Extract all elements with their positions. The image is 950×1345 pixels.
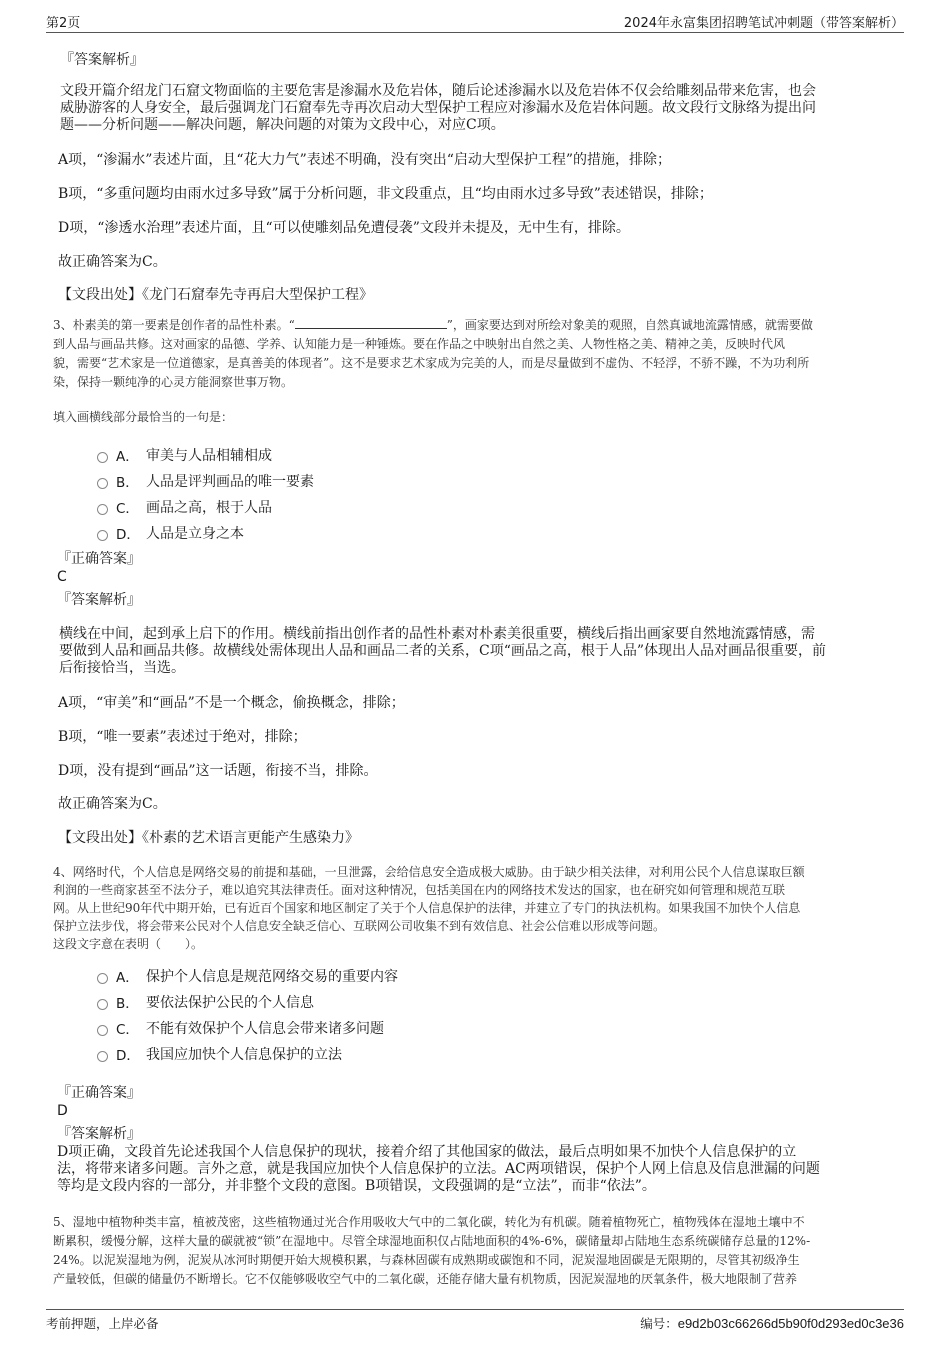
option-text: 不能有效保护个人信息会带来诸多问题 xyxy=(146,1021,384,1037)
radio-button[interactable] xyxy=(97,1025,108,1036)
document-id-value: e9d2b03c66266d5b90f0d293ed0c3e36 xyxy=(677,1316,904,1331)
page-number: 第2页 xyxy=(46,16,81,31)
option-letter: A． xyxy=(116,970,139,986)
q2-analysis-line: 文段开篇介绍龙门石窟文物面临的主要危害是渗漏水及危岩体，随后论述渗漏水以及危岩体不仅会给雕刻品带来危害，也会 xyxy=(60,83,816,99)
radio-button[interactable] xyxy=(97,1051,108,1062)
q4-stem-line: 保护立法步伐，将会带来公民对个人信息安全缺乏信心、互联网公司收集不到有效信息、社会公信难以形成等问题。 xyxy=(53,919,666,933)
q5-stem-line: 产量较低，但碳的储量仍不断增长。它不仅能够吸收空气中的二氧化碳，还能存储大量有机物质，因泥炭湿地的厌氧条件，极大地限制了营养 xyxy=(53,1272,798,1286)
page-footer xyxy=(46,1309,904,1332)
option-letter: B． xyxy=(116,475,139,491)
option-letter: C． xyxy=(116,1022,139,1038)
q3-analysis-line: 后衔接恰当，当选。 xyxy=(59,660,185,676)
radio-button[interactable] xyxy=(97,452,108,463)
q2-conclusion: 故正确答案为C。 xyxy=(58,254,167,270)
q3-option-d-analysis: D项，没有提到“画品”这一话题，衔接不当，排除。 xyxy=(58,763,378,779)
q3-analysis-line: 横线在中间，起到承上启下的作用。横线前指出创作者的品性朴素对朴素美很重要，横线后指出画家要自然地流露情感，需 xyxy=(59,626,815,642)
q4-prompt: 这段文字意在表明（ ）。 xyxy=(53,937,204,951)
q3-stem-first-line xyxy=(53,316,903,335)
q4-stem-line: 网。从上世纪90年代中期开始，已有近百个国家和地区制定了关于个人信息保护的法律，并建立了专门的执法机构。如果我国不加快个人信息 xyxy=(53,901,801,915)
q3-source: 【文段出处】《朴素的艺术语言更能产生感染力》 xyxy=(58,830,359,846)
q5-stem-line: 5、湿地中植物种类丰富，植被茂密，这些植物通过光合作用吸收大气中的二氧化碳，转化为有机碳。随着植物死亡，植物残体在湿地土壤中不 xyxy=(53,1215,805,1229)
q5-stem-line: 24%。以泥炭湿地为例，泥炭从冰河时期便开始大规模积累，与森林固碳有成熟期或碳饱和不同，泥炭湿地固碳是无限期的，尽管其初级净生 xyxy=(53,1253,800,1267)
q2-analysis-line: 威胁游客的人身安全，最后强调龙门石窟奉先寺再次启动大型保护工程应对渗漏水及危岩体问题。故文段行文脉络为提出问 xyxy=(60,100,816,116)
q3-option-a-analysis: A项，“审美”和“画品”不是一个概念，偷换概念，排除； xyxy=(58,695,405,711)
option-text: 保护个人信息是规范网络交易的重要内容 xyxy=(146,969,398,985)
option-text: 要依法保护公民的个人信息 xyxy=(146,995,314,1011)
q3-stem-end: ”，画家要达到对所绘对象美的观照，自然真诚地流露情感，就需要做 xyxy=(446,318,813,332)
q3-analysis-label: 『答案解析』 xyxy=(57,592,141,608)
radio-button[interactable] xyxy=(97,530,108,541)
q2-option-d-analysis: D项，“渗透水治理”表述片面，且“可以使雕刻品免遭侵袭”文段并未提及，无中生有，排除。 xyxy=(58,220,630,236)
q3-conclusion: 故正确答案为C。 xyxy=(58,796,167,812)
q3-answer-label: 『正确答案』 xyxy=(57,551,141,567)
q4-answer-label: 『正确答案』 xyxy=(57,1085,141,1101)
q3-prompt: 填入画横线部分最恰当的一句是： xyxy=(53,410,234,424)
radio-button[interactable] xyxy=(97,973,108,984)
document-id-label: 编号： xyxy=(640,1316,678,1331)
q2-option-a-analysis: A项，“渗漏水”表述片面，且“花大力气”表述不明确，没有突出“启动大型保护工程”的措施，排除； xyxy=(58,152,672,168)
radio-button[interactable] xyxy=(97,999,108,1010)
q3-stem-line: 到人品与画品共修。这对画家的品德、学养、认知能力是一种锤炼。要在作品之中映射出自然之美、人物性格之美、精神之美，反映时代风 xyxy=(53,337,786,351)
document-id xyxy=(640,1314,904,1332)
q4-analysis-line: 等均是文段内容的一部分，并非整个文段的意图。B项错误，文段强调的是“立法”，而非“依法”。 xyxy=(57,1178,656,1194)
footer-slogan: 考前押题，上岸必备 xyxy=(46,1316,159,1331)
option-text: 我国应加快个人信息保护的立法 xyxy=(146,1047,342,1063)
q4-answer: D xyxy=(57,1103,68,1119)
q2-analysis-line: 题——分析问题——解决问题，解决问题的对策为文段中心，对应C项。 xyxy=(60,117,505,133)
q4-analysis-line: D项正确，文段首先论述我国个人信息保护的现状，接着介绍了其他国家的做法，最后点明如果不加快个人信息保护的立 xyxy=(57,1144,797,1160)
option-text: 人品是评判画品的唯一要素 xyxy=(146,474,314,490)
answer-blank xyxy=(295,316,447,329)
option-text: 人品是立身之本 xyxy=(146,526,244,542)
option-text: 审美与人品相辅相成 xyxy=(146,448,272,464)
q2-analysis-label: 『答案解析』 xyxy=(60,52,144,68)
q5-stem-line: 断累积，缓慢分解，这样大量的碳就被“锁”在湿地中。尽管全球湿地面积仅占陆地面积的4%-6%，碳储量却占陆地生态系统碳储存总量的12%- xyxy=(53,1234,811,1248)
q3-stem-line: 貌，需要“艺术家是一位道德家，是真善美的体现者”。这不是要求艺术家成为完美的人，而是尽量做到不虚伪、不轻浮，不骄不躁，不为功利所 xyxy=(53,356,810,370)
q3-option-b-analysis: B项，“唯一要素”表述过于绝对，排除； xyxy=(58,729,307,745)
q4-analysis-label: 『答案解析』 xyxy=(57,1126,141,1142)
option-letter: C． xyxy=(116,501,139,517)
option-letter: D． xyxy=(116,1048,140,1064)
q3-stem-start: 3、朴素美的第一要素是创作者的品性朴素。“ xyxy=(53,318,295,332)
q2-option-b-analysis: B项，“多重问题均由雨水过多导致”属于分析问题，非文段重点，且“均由雨水过多导致”表述错误，排除； xyxy=(58,186,713,202)
option-letter: B． xyxy=(116,996,139,1012)
document-title: 2024年永富集团招聘笔试冲刺题（带答案解析） xyxy=(623,16,904,31)
q3-stem-line: 染，保持一颗纯净的心灵方能洞察世事万物。 xyxy=(53,375,294,389)
radio-button[interactable] xyxy=(97,478,108,489)
radio-button[interactable] xyxy=(97,504,108,515)
q3-analysis-line: 要做到人品和画品共修。故横线处需体现出人品和画品二者的关系，C项“画品之高，根于人品”体现出人品对画品很重要，前 xyxy=(59,643,827,659)
option-letter: A． xyxy=(116,449,139,465)
q4-analysis-line: 法，将带来诸多问题。言外之意，就是我国应加快个人信息保护的立法。AC两项错误，保护个人网上信息及信息泄漏的问题 xyxy=(57,1161,820,1177)
q4-stem-line: 利润的一些商家甚至不法分子，难以追究其法律责任。面对这种情况，包括美国在内的网络技术发达的国家，也在研究如何管理和规范互联 xyxy=(53,883,786,897)
option-letter: D． xyxy=(116,527,140,543)
q3-answer: C xyxy=(57,569,67,585)
page-header xyxy=(46,12,904,33)
q2-source: 【文段出处】《龙门石窟奉先寺再启大型保护工程》 xyxy=(58,287,373,303)
q4-stem-line: 4、网络时代，个人信息是网络交易的前提和基础，一旦泄露，会给信息安全造成极大威胁。由于缺少相关法律，对利用公民个人信息谋取巨额 xyxy=(53,865,805,879)
option-text: 画品之高，根于人品 xyxy=(146,500,272,516)
